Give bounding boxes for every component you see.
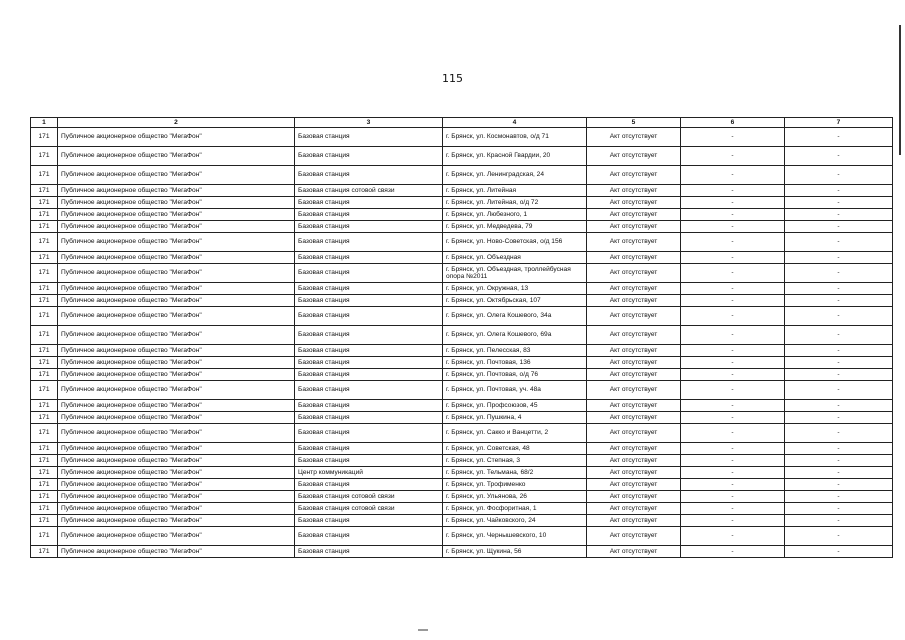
header-col-2: 2: [58, 118, 295, 128]
cell-number: 171: [31, 295, 58, 307]
cell-owner: Публичное акционерное общество "МегаФон": [58, 527, 295, 546]
cell-number: 171: [31, 185, 58, 197]
cell-col7: -: [785, 147, 893, 166]
table-row: [31, 400, 893, 412]
cell-object: Базовая станция: [295, 233, 443, 252]
cell-address: г. Брянск, ул. Литейная: [443, 185, 587, 197]
cell-address: г. Брянск, ул. Чайковского, 24: [443, 515, 587, 527]
cell-address: г. Брянск, ул. Тельмана, 68/2: [443, 467, 587, 479]
cell-act: Акт отсутствует: [587, 128, 681, 147]
table-row: [31, 345, 893, 357]
cell-col7: -: [785, 443, 893, 455]
cell-address: г. Брянск, ул. Пушкина, 4: [443, 412, 587, 424]
cell-number: 171: [31, 412, 58, 424]
cell-address: г. Брянск, ул. Почтовая, о/д 76: [443, 369, 587, 381]
cell-col6: -: [681, 197, 785, 209]
cell-object: Базовая станция: [295, 515, 443, 527]
cell-col7: -: [785, 381, 893, 400]
header-col-6: 6: [681, 118, 785, 128]
table-row: [31, 326, 893, 345]
cell-col7: -: [785, 264, 893, 283]
cell-owner: Публичное акционерное общество "МегаФон": [58, 209, 295, 221]
cell-owner: Публичное акционерное общество "МегаФон": [58, 467, 295, 479]
table-row: [31, 209, 893, 221]
cell-number: 171: [31, 369, 58, 381]
cell-address: г. Брянск, ул. Объездная, троллейбусная опора №2011: [443, 264, 587, 283]
cell-object: Базовая станция: [295, 252, 443, 264]
cell-owner: Публичное акционерное общество "МегаФон": [58, 185, 295, 197]
table-row: [31, 503, 893, 515]
cell-number: 171: [31, 128, 58, 147]
scan-edge-mark: [899, 25, 901, 155]
cell-address: г. Брянск, ул. Пелесская, 83: [443, 345, 587, 357]
cell-number: 171: [31, 503, 58, 515]
cell-object: Базовая станция: [295, 424, 443, 443]
cell-owner: Публичное акционерное общество "МегаФон": [58, 128, 295, 147]
cell-act: Акт отсутствует: [587, 209, 681, 221]
cell-address: г. Брянск, ул. Олега Кошевого, 69а: [443, 326, 587, 345]
table-row: [31, 252, 893, 264]
scan-footmark: [418, 629, 428, 631]
cell-owner: Публичное акционерное общество "МегаФон": [58, 357, 295, 369]
table-row: [31, 357, 893, 369]
table-row: [31, 527, 893, 546]
cell-act: Акт отсутствует: [587, 424, 681, 443]
cell-act: Акт отсутствует: [587, 345, 681, 357]
cell-col6: -: [681, 264, 785, 283]
cell-object: Базовая станция: [295, 412, 443, 424]
cell-col6: -: [681, 283, 785, 295]
cell-col6: -: [681, 467, 785, 479]
cell-act: Акт отсутствует: [587, 264, 681, 283]
cell-col7: -: [785, 326, 893, 345]
cell-owner: Публичное акционерное общество "МегаФон": [58, 479, 295, 491]
cell-act: Акт отсутствует: [587, 326, 681, 345]
cell-col6: -: [681, 546, 785, 558]
cell-col7: -: [785, 295, 893, 307]
cell-owner: Публичное акционерное общество "МегаФон": [58, 503, 295, 515]
cell-owner: Публичное акционерное общество "МегаФон": [58, 515, 295, 527]
cell-address: г. Брянск, ул. Чернышевского, 10: [443, 527, 587, 546]
cell-object: Базовая станция: [295, 357, 443, 369]
cell-address: г. Брянск, ул. Почтовая, 136: [443, 357, 587, 369]
cell-number: 171: [31, 381, 58, 400]
cell-address: г. Брянск, ул. Трофименко: [443, 479, 587, 491]
table-row: [31, 283, 893, 295]
cell-object: Базовая станция сотовой связи: [295, 185, 443, 197]
cell-address: г. Брянск, ул. Октябрьская, 107: [443, 295, 587, 307]
cell-col7: -: [785, 197, 893, 209]
cell-act: Акт отсутствует: [587, 443, 681, 455]
cell-owner: Публичное акционерное общество "МегаФон": [58, 412, 295, 424]
cell-act: Акт отсутствует: [587, 166, 681, 185]
cell-address: г. Брянск, ул. Космонавтов, о/д 71: [443, 128, 587, 147]
cell-act: Акт отсутствует: [587, 400, 681, 412]
cell-object: Базовая станция: [295, 166, 443, 185]
cell-number: 171: [31, 455, 58, 467]
cell-object: Базовая станция: [295, 527, 443, 546]
header-col-1: 1: [31, 118, 58, 128]
cell-col7: -: [785, 455, 893, 467]
cell-act: Акт отсутствует: [587, 197, 681, 209]
cell-number: 171: [31, 400, 58, 412]
cell-object: Базовая станция: [295, 295, 443, 307]
cell-col7: -: [785, 515, 893, 527]
cell-col7: -: [785, 412, 893, 424]
header-row: [31, 118, 893, 128]
cell-number: 171: [31, 221, 58, 233]
cell-owner: Публичное акционерное общество "МегаФон": [58, 221, 295, 233]
cell-object: Базовая станция: [295, 264, 443, 283]
cell-col7: -: [785, 166, 893, 185]
cell-number: 171: [31, 515, 58, 527]
table-row: [31, 546, 893, 558]
cell-address: г. Брянск, ул. Фосфоритная, 1: [443, 503, 587, 515]
table-row: [31, 515, 893, 527]
cell-object: Базовая станция: [295, 147, 443, 166]
cell-number: 171: [31, 479, 58, 491]
cell-number: 171: [31, 546, 58, 558]
cell-act: Акт отсутствует: [587, 546, 681, 558]
cell-address: г. Брянск, ул. Медведева, 79: [443, 221, 587, 233]
table-row: [31, 307, 893, 326]
cell-owner: Публичное акционерное общество "МегаФон": [58, 147, 295, 166]
cell-act: Акт отсутствует: [587, 221, 681, 233]
cell-address: г. Брянск, ул. Красной Гвардии, 20: [443, 147, 587, 166]
cell-act: Акт отсутствует: [587, 147, 681, 166]
cell-address: г. Брянск, ул. Профсоюзов, 45: [443, 400, 587, 412]
cell-col6: -: [681, 412, 785, 424]
cell-object: Базовая станция: [295, 209, 443, 221]
cell-act: Акт отсутствует: [587, 455, 681, 467]
table-row: [31, 166, 893, 185]
cell-number: 171: [31, 467, 58, 479]
cell-owner: Публичное акционерное общество "МегаФон": [58, 264, 295, 283]
cell-col7: -: [785, 491, 893, 503]
cell-address: г. Брянск, ул. Любезного, 1: [443, 209, 587, 221]
cell-col6: -: [681, 400, 785, 412]
table-row: [31, 264, 893, 283]
cell-act: Акт отсутствует: [587, 412, 681, 424]
registry-table: [30, 117, 893, 558]
cell-object: Базовая станция сотовой связи: [295, 491, 443, 503]
cell-number: 171: [31, 491, 58, 503]
cell-col6: -: [681, 443, 785, 455]
cell-col7: -: [785, 546, 893, 558]
cell-col7: -: [785, 185, 893, 197]
cell-object: Базовая станция: [295, 546, 443, 558]
cell-object: Базовая станция: [295, 307, 443, 326]
cell-col6: -: [681, 515, 785, 527]
cell-owner: Публичное акционерное общество "МегаФон": [58, 381, 295, 400]
cell-col7: -: [785, 345, 893, 357]
cell-col7: -: [785, 307, 893, 326]
cell-number: 171: [31, 209, 58, 221]
cell-col7: -: [785, 527, 893, 546]
table-row: [31, 197, 893, 209]
cell-owner: Публичное акционерное общество "МегаФон": [58, 424, 295, 443]
cell-owner: Публичное акционерное общество "МегаФон": [58, 233, 295, 252]
cell-act: Акт отсутствует: [587, 515, 681, 527]
cell-address: г. Брянск, ул. Окружная, 13: [443, 283, 587, 295]
table-row: [31, 295, 893, 307]
cell-act: Акт отсутствует: [587, 283, 681, 295]
cell-owner: Публичное акционерное общество "МегаФон": [58, 400, 295, 412]
table-row: [31, 443, 893, 455]
cell-col6: -: [681, 166, 785, 185]
cell-col7: -: [785, 283, 893, 295]
cell-number: 171: [31, 357, 58, 369]
table-row: [31, 221, 893, 233]
cell-number: 171: [31, 527, 58, 546]
cell-owner: Публичное акционерное общество "МегаФон": [58, 455, 295, 467]
table-row: [31, 185, 893, 197]
table-row: [31, 369, 893, 381]
cell-address: г. Брянск, ул. Объездная: [443, 252, 587, 264]
cell-col6: -: [681, 185, 785, 197]
cell-object: Базовая станция: [295, 128, 443, 147]
cell-number: 171: [31, 443, 58, 455]
cell-address: г. Брянск, ул. Советская, 48: [443, 443, 587, 455]
cell-object: Базовая станция: [295, 326, 443, 345]
table-row: [31, 455, 893, 467]
cell-object: Базовая станция: [295, 455, 443, 467]
cell-address: г. Брянск, ул. Олега Кошевого, 34а: [443, 307, 587, 326]
cell-object: Базовая станция: [295, 221, 443, 233]
cell-col6: -: [681, 357, 785, 369]
cell-col7: -: [785, 128, 893, 147]
table-row: [31, 128, 893, 147]
cell-col6: -: [681, 369, 785, 381]
cell-number: 171: [31, 264, 58, 283]
cell-object: Базовая станция: [295, 479, 443, 491]
cell-number: 171: [31, 147, 58, 166]
header-col-5: 5: [587, 118, 681, 128]
cell-object: Базовая станция сотовой связи: [295, 503, 443, 515]
cell-object: Базовая станция: [295, 197, 443, 209]
cell-number: 171: [31, 307, 58, 326]
cell-col6: -: [681, 209, 785, 221]
cell-col6: -: [681, 345, 785, 357]
cell-col7: -: [785, 357, 893, 369]
header-col-4: 4: [443, 118, 587, 128]
cell-owner: Публичное акционерное общество "МегаФон": [58, 326, 295, 345]
cell-col6: -: [681, 503, 785, 515]
cell-col7: -: [785, 209, 893, 221]
cell-act: Акт отсутствует: [587, 369, 681, 381]
cell-col6: -: [681, 307, 785, 326]
cell-number: 171: [31, 345, 58, 357]
cell-col6: -: [681, 491, 785, 503]
header-col-7: 7: [785, 118, 893, 128]
cell-owner: Публичное акционерное общество "МегаФон": [58, 491, 295, 503]
cell-col7: -: [785, 233, 893, 252]
cell-col6: -: [681, 455, 785, 467]
cell-act: Акт отсутствует: [587, 381, 681, 400]
cell-col6: -: [681, 233, 785, 252]
cell-owner: Публичное акционерное общество "МегаФон": [58, 443, 295, 455]
cell-act: Акт отсутствует: [587, 357, 681, 369]
cell-object: Базовая станция: [295, 345, 443, 357]
cell-col6: -: [681, 424, 785, 443]
cell-address: г. Брянск, ул. Литейная, о/д 72: [443, 197, 587, 209]
cell-owner: Публичное акционерное общество "МегаФон": [58, 252, 295, 264]
cell-col6: -: [681, 381, 785, 400]
cell-object: Базовая станция: [295, 400, 443, 412]
table-row: [31, 147, 893, 166]
table-row: [31, 424, 893, 443]
cell-col6: -: [681, 527, 785, 546]
cell-object: Базовая станция: [295, 443, 443, 455]
cell-owner: Публичное акционерное общество "МегаФон": [58, 307, 295, 326]
cell-number: 171: [31, 326, 58, 345]
cell-col6: -: [681, 326, 785, 345]
cell-col6: -: [681, 295, 785, 307]
page-number: 115: [442, 72, 463, 85]
cell-col6: -: [681, 252, 785, 264]
header-col-3: 3: [295, 118, 443, 128]
cell-col6: -: [681, 147, 785, 166]
cell-number: 171: [31, 197, 58, 209]
cell-owner: Публичное акционерное общество "МегаФон": [58, 345, 295, 357]
cell-address: г. Брянск, ул. Щукина, 56: [443, 546, 587, 558]
table-row: [31, 412, 893, 424]
cell-col7: -: [785, 503, 893, 515]
cell-address: г. Брянск, ул. Ленинградская, 24: [443, 166, 587, 185]
cell-col7: -: [785, 479, 893, 491]
cell-act: Акт отсутствует: [587, 491, 681, 503]
cell-number: 171: [31, 252, 58, 264]
cell-col7: -: [785, 369, 893, 381]
cell-act: Акт отсутствует: [587, 467, 681, 479]
cell-owner: Публичное акционерное общество "МегаФон": [58, 283, 295, 295]
cell-object: Центр коммуникаций: [295, 467, 443, 479]
cell-col6: -: [681, 221, 785, 233]
cell-number: 171: [31, 166, 58, 185]
table-row: [31, 233, 893, 252]
cell-owner: Публичное акционерное общество "МегаФон": [58, 295, 295, 307]
cell-act: Акт отсутствует: [587, 527, 681, 546]
cell-object: Базовая станция: [295, 381, 443, 400]
cell-owner: Публичное акционерное общество "МегаФон": [58, 369, 295, 381]
cell-address: г. Брянск, ул. Ульянова, 26: [443, 491, 587, 503]
cell-number: 171: [31, 424, 58, 443]
cell-act: Акт отсутствует: [587, 233, 681, 252]
cell-col7: -: [785, 252, 893, 264]
cell-col6: -: [681, 128, 785, 147]
table-row: [31, 479, 893, 491]
cell-col7: -: [785, 424, 893, 443]
cell-object: Базовая станция: [295, 283, 443, 295]
cell-col6: -: [681, 479, 785, 491]
cell-address: г. Брянск, ул. Степная, 3: [443, 455, 587, 467]
cell-owner: Публичное акционерное общество "МегаФон": [58, 166, 295, 185]
cell-act: Акт отсутствует: [587, 307, 681, 326]
table-row: [31, 491, 893, 503]
cell-object: Базовая станция: [295, 369, 443, 381]
cell-number: 171: [31, 233, 58, 252]
cell-col7: -: [785, 221, 893, 233]
cell-address: г. Брянск, ул. Почтовая, уч. 48а: [443, 381, 587, 400]
cell-owner: Публичное акционерное общество "МегаФон": [58, 546, 295, 558]
cell-act: Акт отсутствует: [587, 252, 681, 264]
table-row: [31, 467, 893, 479]
cell-act: Акт отсутствует: [587, 479, 681, 491]
cell-col7: -: [785, 467, 893, 479]
cell-act: Акт отсутствует: [587, 185, 681, 197]
cell-act: Акт отсутствует: [587, 503, 681, 515]
cell-act: Акт отсутствует: [587, 295, 681, 307]
table-row: [31, 381, 893, 400]
cell-address: г. Брянск, ул. Сакко и Ванцетти, 2: [443, 424, 587, 443]
cell-number: 171: [31, 283, 58, 295]
cell-owner: Публичное акционерное общество "МегаФон": [58, 197, 295, 209]
cell-address: г. Брянск, ул. Ново-Советская, о/д 156: [443, 233, 587, 252]
cell-col7: -: [785, 400, 893, 412]
